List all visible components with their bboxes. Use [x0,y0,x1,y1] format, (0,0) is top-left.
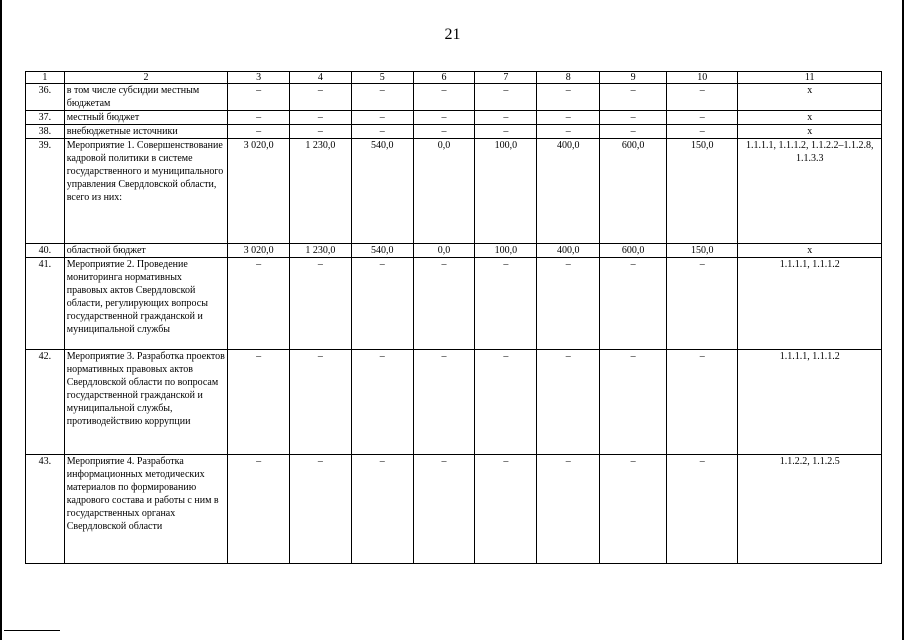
cell-value: – [537,350,600,455]
row-name: местный бюджет [64,111,227,125]
column-header: 8 [537,72,600,84]
cell-value: – [667,455,738,564]
column-header: 7 [475,72,537,84]
row-number: 37. [26,111,65,125]
cell-value: – [667,111,738,125]
cell-value: 150,0 [667,244,738,258]
column-header: 10 [667,72,738,84]
column-header: 2 [64,72,227,84]
cell-value: – [667,258,738,350]
cell-value: 0,0 [413,139,475,244]
cell-value: – [228,455,290,564]
cell-value: – [351,125,413,139]
row-number: 43. [26,455,65,564]
cell-value: 1 230,0 [290,244,352,258]
cell-value: – [413,258,475,350]
cell-value: – [475,125,537,139]
cell-value: 100,0 [475,244,537,258]
cell-value: – [600,111,667,125]
cell-value: – [667,125,738,139]
column-header: 5 [351,72,413,84]
cell-value: – [351,350,413,455]
cell-value: 400,0 [537,139,600,244]
row-number: 40. [26,244,65,258]
table-row [26,111,882,125]
cell-value: – [351,111,413,125]
cell-value: 0,0 [413,244,475,258]
cell-value: – [228,350,290,455]
cell-value: – [413,455,475,564]
row-name: Мероприятие 4. Разработка информационных методических материалов по формированию кадрового состава и работы с ним в государственных органах Свердловской области [64,455,227,564]
cell-value: – [413,350,475,455]
target-codes: 1.1.1.1, 1.1.1.2 [738,258,882,350]
cell-value: – [475,258,537,350]
cell-value: – [600,350,667,455]
column-header: 4 [290,72,352,84]
column-header: 9 [600,72,667,84]
row-name: Мероприятие 3. Разработка проектов нормативных правовых актов Свердловской области по вопросам государственной гражданской и муниципальной службы, противодействию коррупции [64,350,227,455]
row-name: внебюджетные источники [64,125,227,139]
table-row [26,84,882,111]
column-header: 1 [26,72,65,84]
cell-value: – [475,111,537,125]
cell-value: 600,0 [600,139,667,244]
table-row [26,244,882,258]
cell-value: – [351,455,413,564]
target-codes: х [738,84,882,111]
page-edge-right [902,0,904,640]
cell-value: – [600,258,667,350]
cell-value: – [228,125,290,139]
row-name: Мероприятие 2. Проведение мониторинга нормативных правовых актов Свердловской области, регулирующих вопросы государственной гражданской и муниципальной службы [64,258,227,350]
cell-value: – [290,350,352,455]
cell-value: – [600,455,667,564]
table-row [26,258,882,350]
cell-value: – [537,111,600,125]
target-codes: 1.1.1.1, 1.1.1.2, 1.1.2.2–1.1.2.8, 1.1.3.3 [738,139,882,244]
cell-value: – [475,455,537,564]
row-number: 36. [26,84,65,111]
table-header-row [26,72,882,84]
cell-value: – [667,84,738,111]
cell-value: – [290,258,352,350]
table-row [26,350,882,455]
cell-value: – [228,258,290,350]
cell-value: – [537,455,600,564]
cell-value: 150,0 [667,139,738,244]
cell-value: – [413,125,475,139]
cell-value: – [228,84,290,111]
cell-value: 1 230,0 [290,139,352,244]
table-row [26,125,882,139]
row-name: областной бюджет [64,244,227,258]
cell-value: – [600,125,667,139]
cell-value: – [537,258,600,350]
target-codes: х [738,111,882,125]
cell-value: 100,0 [475,139,537,244]
table-row [26,139,882,244]
column-header: 6 [413,72,475,84]
row-number: 42. [26,350,65,455]
target-codes: х [738,244,882,258]
cell-value: 540,0 [351,139,413,244]
cell-value: 600,0 [600,244,667,258]
row-number: 41. [26,258,65,350]
cell-value: 3 020,0 [228,139,290,244]
cell-value: – [475,350,537,455]
row-name: Мероприятие 1. Совершенствование кадровой политики в системе государственного и муниципального управления Свердловской области, всего из них: [64,139,227,244]
column-header: 3 [228,72,290,84]
column-header: 11 [738,72,882,84]
row-number: 39. [26,139,65,244]
footnote-separator [4,630,60,631]
cell-value: – [290,111,352,125]
cell-value: 540,0 [351,244,413,258]
cell-value: – [413,84,475,111]
row-name: в том числе субсидии местным бюджетам [64,84,227,111]
cell-value: – [290,455,352,564]
cell-value: – [413,111,475,125]
cell-value: – [228,111,290,125]
page-number: 21 [444,26,461,43]
cell-value: – [290,125,352,139]
funding-table [25,71,882,564]
cell-value: 400,0 [537,244,600,258]
table-row [26,455,882,564]
cell-value: – [290,84,352,111]
target-codes: 1.1.2.2, 1.1.2.5 [738,455,882,564]
row-number: 38. [26,125,65,139]
target-codes: 1.1.1.1, 1.1.1.2 [738,350,882,455]
cell-value: – [537,84,600,111]
cell-value: – [600,84,667,111]
cell-value: – [537,125,600,139]
cell-value: – [667,350,738,455]
cell-value: – [351,258,413,350]
cell-value: – [475,84,537,111]
page-edge-left [0,0,2,640]
cell-value: 3 020,0 [228,244,290,258]
target-codes: х [738,125,882,139]
cell-value: – [351,84,413,111]
